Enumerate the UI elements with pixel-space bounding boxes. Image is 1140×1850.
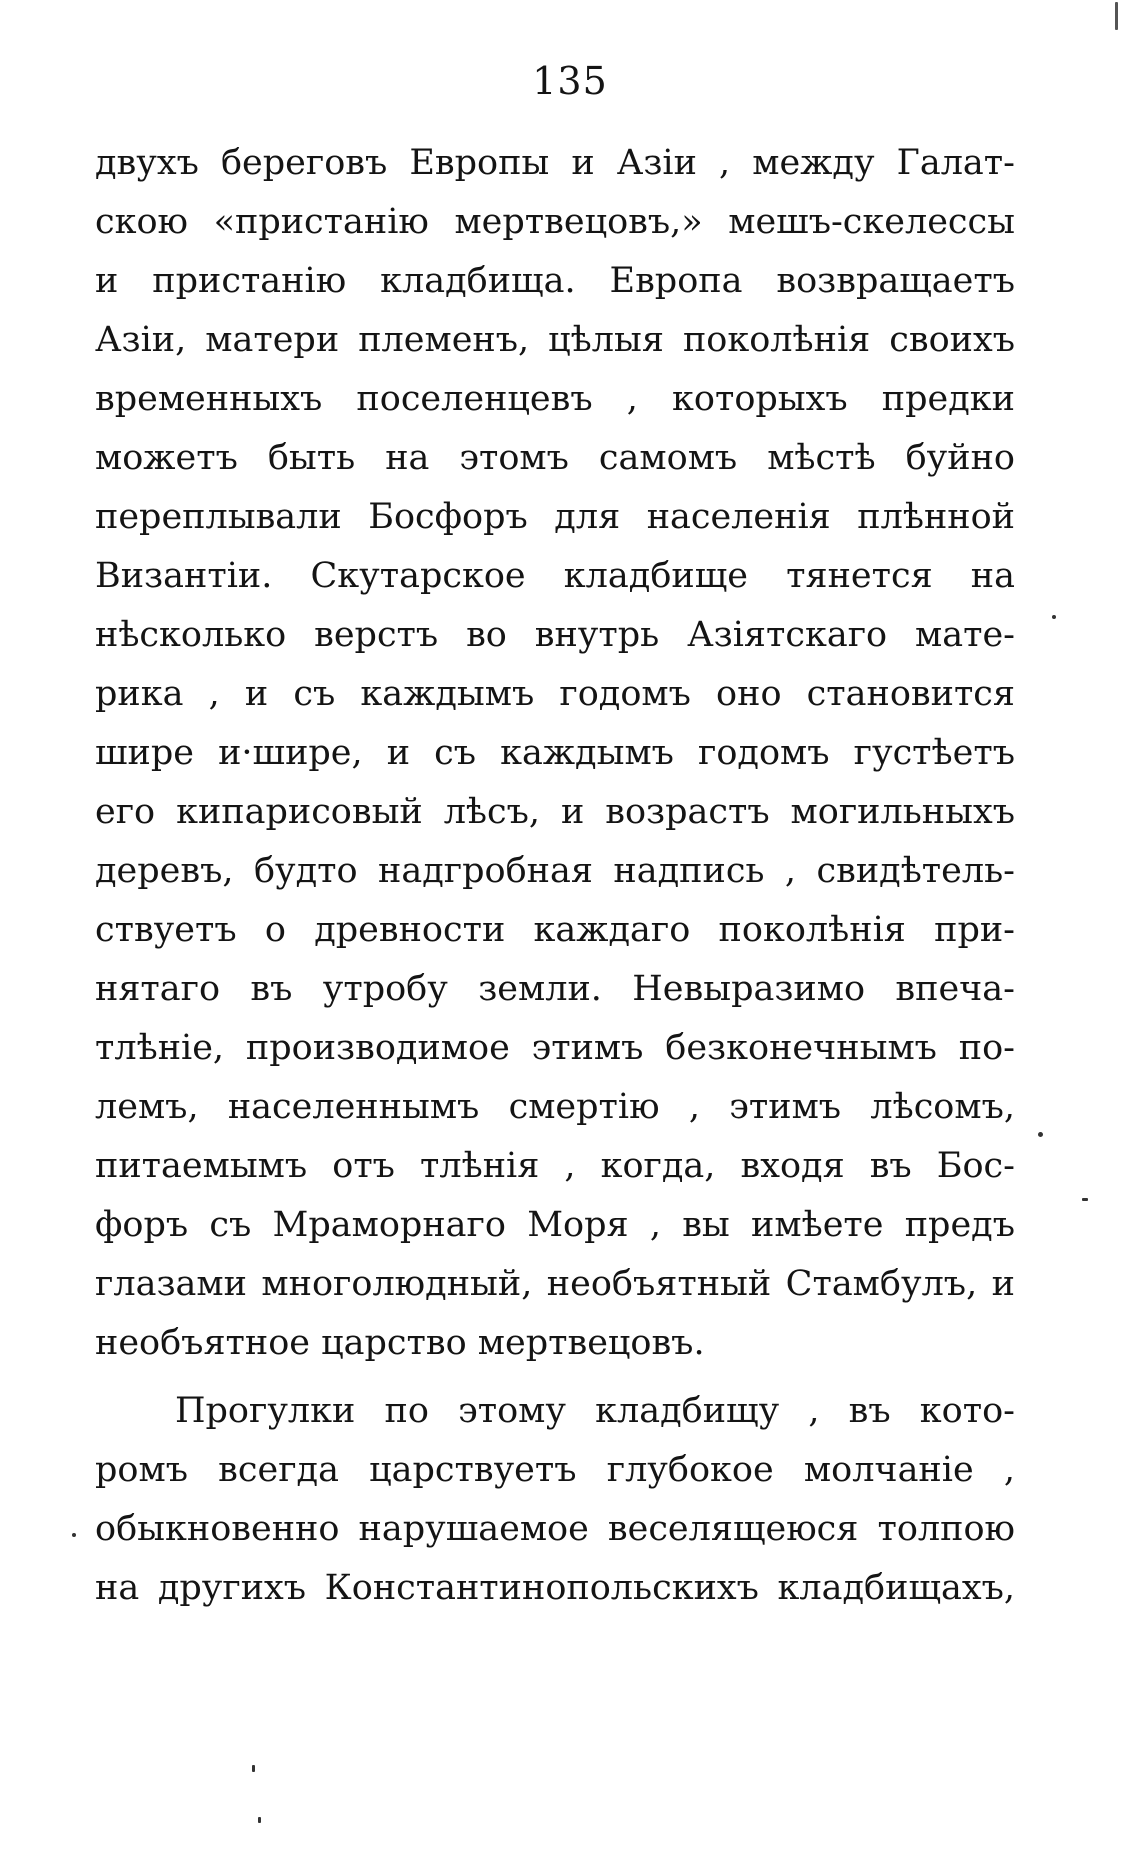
text-line: необъятное царство мертвецовъ. xyxy=(95,1323,705,1363)
text-line: Византіи. Скутарское кладбище тянется на xyxy=(95,556,1015,596)
text-line: можетъ быть на этомъ самомъ мѣстѣ буйно xyxy=(95,438,1015,478)
text-line: его кипарисовый лѣсъ, и возрастъ могильныхъ xyxy=(95,792,1015,832)
text-line: Азіи, матери племенъ, цѣлыя поколѣнія своихъ xyxy=(95,320,1015,360)
text-line: ромъ всегда царствуетъ глубокое молчаніе , xyxy=(95,1450,1015,1490)
text-line: нѣсколько верстъ во внутрь Азіятскаго мате- xyxy=(95,615,1015,655)
text-line: деревъ, будто надгробная надпись , свидѣтель- xyxy=(95,851,1015,891)
text-line: лемъ, населеннымъ смертію , этимъ лѣсомъ, xyxy=(95,1087,1015,1127)
text-line: тлѣніе, производимое этимъ безконечнымъ по- xyxy=(95,1028,1015,1068)
text-line: скою «пристанію мертвецовъ,» мешъ-скелессы xyxy=(95,202,1015,242)
text-line: обыкновенно нарушаемое веселящеюся толпою xyxy=(95,1509,1015,1549)
ink-speck xyxy=(1038,1132,1043,1137)
ink-speck xyxy=(1082,1198,1088,1201)
text-line: переплывали Босфоръ для населенія плѣнной xyxy=(95,497,1015,537)
text-line: на другихъ Константинопольскихъ кладбищахъ, xyxy=(95,1568,1015,1608)
text-line: ствуетъ о древности каждаго поколѣнія при- xyxy=(95,910,1015,950)
text-line: двухъ береговъ Европы и Азіи , между Галат- xyxy=(95,143,1015,183)
text-line: Прогулки по этому кладбищу , въ кото- xyxy=(175,1391,1015,1431)
ink-speck xyxy=(1115,2,1118,30)
text-line: форъ съ Мраморнаго Моря , вы имѣете предъ xyxy=(95,1205,1015,1245)
text-line: глазами многолюдный, необъятный Стамбулъ, и xyxy=(95,1264,1015,1304)
text-line: и пристанію кладбища. Европа возвращаетъ xyxy=(95,261,1015,301)
ink-speck xyxy=(1052,615,1056,619)
text-line: шире и·шире, и съ каждымъ годомъ густѣетъ xyxy=(95,733,1015,773)
page-number: 135 xyxy=(532,59,608,103)
text-line: временныхъ поселенцевъ , которыхъ предки xyxy=(95,379,1015,419)
text-line: нятаго въ утробу земли. Невыразимо впеча- xyxy=(95,969,1015,1009)
ink-speck xyxy=(252,1765,255,1772)
ink-speck xyxy=(258,1817,261,1823)
text-line: питаемымъ отъ тлѣнія , когда, входя въ Бос- xyxy=(95,1146,1015,1186)
body-text xyxy=(95,134,1015,1618)
text-line: рика , и съ каждымъ годомъ оно становится xyxy=(95,674,1015,714)
ink-speck xyxy=(72,1533,76,1537)
paragraph-gap xyxy=(95,1373,1015,1382)
